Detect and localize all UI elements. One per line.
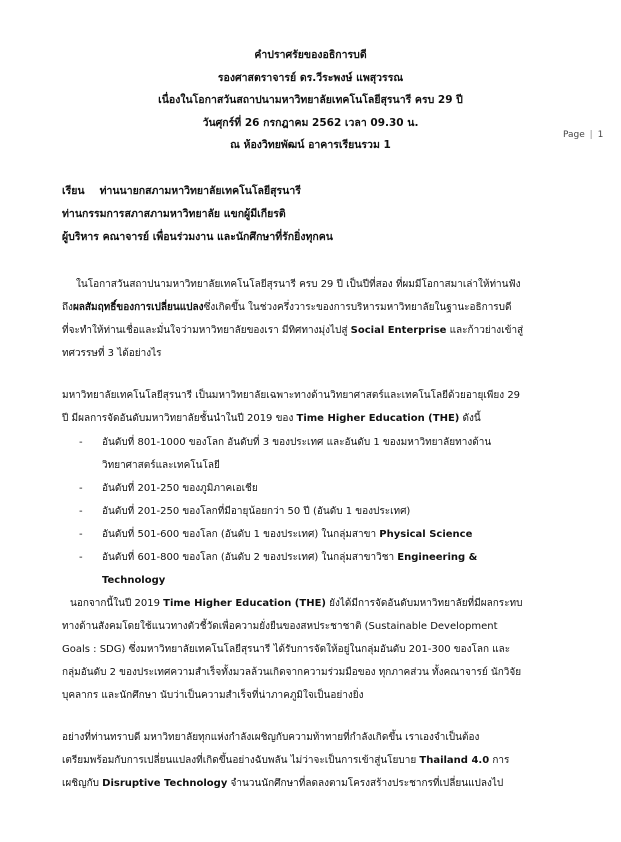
page-value: 1	[597, 130, 604, 140]
addressee-lead: เรียน	[62, 185, 85, 197]
list-bullet: -	[79, 529, 83, 540]
text-line	[62, 319, 562, 342]
list-bullet: -	[79, 552, 83, 563]
header-speaker: รองศาสตราจารย์ ดร.วีระพงษ์ แพสุวรรณ	[217, 71, 404, 84]
text-span: การ	[489, 755, 510, 766]
text-line	[62, 296, 562, 319]
text-span: ถึง	[62, 302, 73, 313]
text-line	[102, 523, 562, 546]
term-text: Social Enterprise	[350, 325, 447, 336]
page-number	[563, 130, 603, 140]
text-line: อันดับที่ 801-1000 ของโลก อันดับที่ 3 ของประเทศ และอันดับ 1 ของมหาวิทยาลัยทางด้าน	[102, 437, 492, 448]
list-bullet: -	[79, 506, 83, 517]
header-occasion: เนื่องในโอกาสวันสถาปนามหาวิทยาลัยเทคโนโลยีสุรนารี ครบ 29 ปี	[158, 94, 463, 106]
term-text: Time Higher Education (THE)	[163, 598, 326, 609]
text-span: ซึ่งเกิดขึ้น ในช่วงครึ่งวาระของการบริหารมหาวิทยาลัยในฐานะอธิการบดี	[203, 302, 512, 313]
text-line: อันดับที่ 201-250 ของภูมิภาคเอเชีย	[102, 483, 258, 494]
text-span: อันดับที่ 501-600 ของโลก (อันดับ 1 ของประเทศ) ในกลุ่มสาขา	[102, 529, 380, 540]
text-line: บุคลากร และนักศึกษา นับว่าเป็นความสำเร็จที่น่าภาคภูมิใจเป็นอย่างยิ่ง	[62, 690, 364, 701]
text-line	[62, 407, 562, 430]
text-line: ทางด้านสังคมโดยใช้แนวทางตัวชี้วัดเพื่อความยั่งยืนของสหประชาชาติ (Sustainable Development	[62, 621, 498, 632]
rankings-list	[62, 431, 562, 592]
speech-header	[0, 44, 621, 157]
paragraph-impact	[62, 592, 562, 707]
list-bullet: -	[79, 483, 83, 494]
paragraph-challenges	[62, 726, 562, 795]
header-title: คำปราศรัยของอธิการบดี	[254, 49, 367, 61]
text-line: อย่างที่ท่านทราบดี มหาวิทยาลัยทุกแห่งกำลังเผชิญกับความท้าทายที่กำลังเกิดขึ้น เราเองจำเป็นต้อง	[62, 732, 480, 743]
addressee-chairman: ท่านนายกสภามหาวิทยาลัยเทคโนโลยีสุรนารี	[99, 185, 301, 197]
paragraph-rankings-intro	[62, 384, 562, 430]
text-line	[62, 749, 562, 772]
header-date: วันศุกร์ที่ 26 กรกฎาคม 2562 เวลา 09.30 น.	[202, 116, 419, 129]
header-venue: ณ ห้องวิทยพัฒน์ อาคารเรียนรวม 1	[230, 139, 391, 151]
paragraph-intro	[62, 273, 562, 365]
addressee-line-3: ผู้บริหาร คณาจารย์ เพื่อนร่วมงาน และนักศึกษาที่รักยิ่งทุกคน	[62, 231, 333, 243]
list-item	[62, 546, 562, 592]
text-line: ในโอกาสวันสถาปนามหาวิทยาลัยเทคโนโลยีสุรนารี ครบ 29 ปี เป็นปีที่สอง ที่ผมมีโอกาสมาเล่าให้ท่านฟัง	[76, 279, 521, 290]
term-text: Thailand 4.0	[419, 755, 490, 766]
page-label: Page	[563, 130, 585, 140]
text-span: จำนวนนักศึกษาที่ลดลงตามโครงสร้างประชากรที่เปลี่ยนแปลงไป	[227, 778, 504, 789]
text-line: ทศวรรษที่ 3 ได้อย่างไร	[62, 348, 162, 359]
addressee-line-2: ท่านกรรมการสภาสภามหาวิทยาลัย แขกผู้มีเกียรติ	[62, 208, 286, 220]
term-text: Physical Science	[379, 529, 473, 540]
addressee-line-1	[62, 180, 333, 203]
list-item	[62, 500, 562, 523]
list-item	[62, 431, 562, 477]
text-line: มหาวิทยาลัยเทคโนโลยีสุรนารี เป็นมหาวิทยาลัยเฉพาะทางด้านวิทยาศาสตร์และเทคโนโลยีด้วยอายุเพียง 29	[62, 390, 521, 401]
text-line	[62, 592, 562, 615]
text-span: เผชิญกับ	[62, 778, 103, 789]
emphasis-text: ผลสัมฤทธิ์ของการเปลี่ยนแปลง	[72, 302, 204, 313]
page-separator: |	[589, 130, 593, 140]
text-span: เตรียมพร้อมกับการเปลี่ยนแปลงที่เกิดขึ้นอย่างฉับพลัน ไม่ว่าจะเป็นการเข้าสู่นโยบาย	[62, 755, 420, 766]
text-span: ยังได้มีการจัดอันดับมหาวิทยาลัยที่มีผลกระทบ	[325, 598, 523, 609]
text-line: อันดับที่ 201-250 ของโลกที่มีอายุน้อยกว่า 50 ปี (อันดับ 1 ของประเทศ)	[102, 506, 411, 517]
text-line	[62, 772, 562, 795]
text-line: วิทยาศาสตร์และเทคโนโลยี	[102, 460, 220, 471]
text-span: นอกจากนี้ในปี 2019	[70, 598, 164, 609]
list-item	[62, 477, 562, 500]
text-span: ดังนี้	[459, 413, 481, 424]
list-item	[62, 523, 562, 546]
term-text: Engineering &	[397, 552, 478, 563]
term-text: Disruptive Technology	[102, 778, 228, 789]
list-bullet: -	[79, 437, 83, 448]
text-span: ที่จะทำให้ท่านเชื่อและมั่นใจว่ามหาวิทยาลัยของเรา มีทิศทางมุ่งไปสู่	[62, 325, 351, 336]
text-span: และก้าวย่างเข้าสู่	[446, 325, 524, 336]
text-span: ปี มีผลการจัดอันดับมหาวิทยาลัยชั้นนำในปี 2019 ของ	[62, 413, 297, 424]
term-text: Technology	[102, 575, 166, 586]
text-line: กลุ่มอันดับ 2 ของประเทศความสำเร็จทั้งมวลล้วนเกิดจากความร่วมมือของ ทุกภาคส่วน ทั้งคณาจารย์ นักวิจัย	[62, 667, 522, 678]
addressee-block	[62, 180, 333, 249]
text-line: Goals : SDG) ซึ่งมหาวิทยาลัยเทคโนโลยีสุรนารี ได้รับการจัดให้อยู่ในกลุ่มอันดับ 201-300 ของโลก และ	[62, 644, 511, 655]
term-text: Time Higher Education (THE)	[296, 413, 460, 424]
text-line	[102, 546, 562, 569]
text-span: อันดับที่ 601-800 ของโลก (อันดับ 2 ของประเทศ) ในกลุ่มสาขาวิชา	[102, 552, 398, 563]
